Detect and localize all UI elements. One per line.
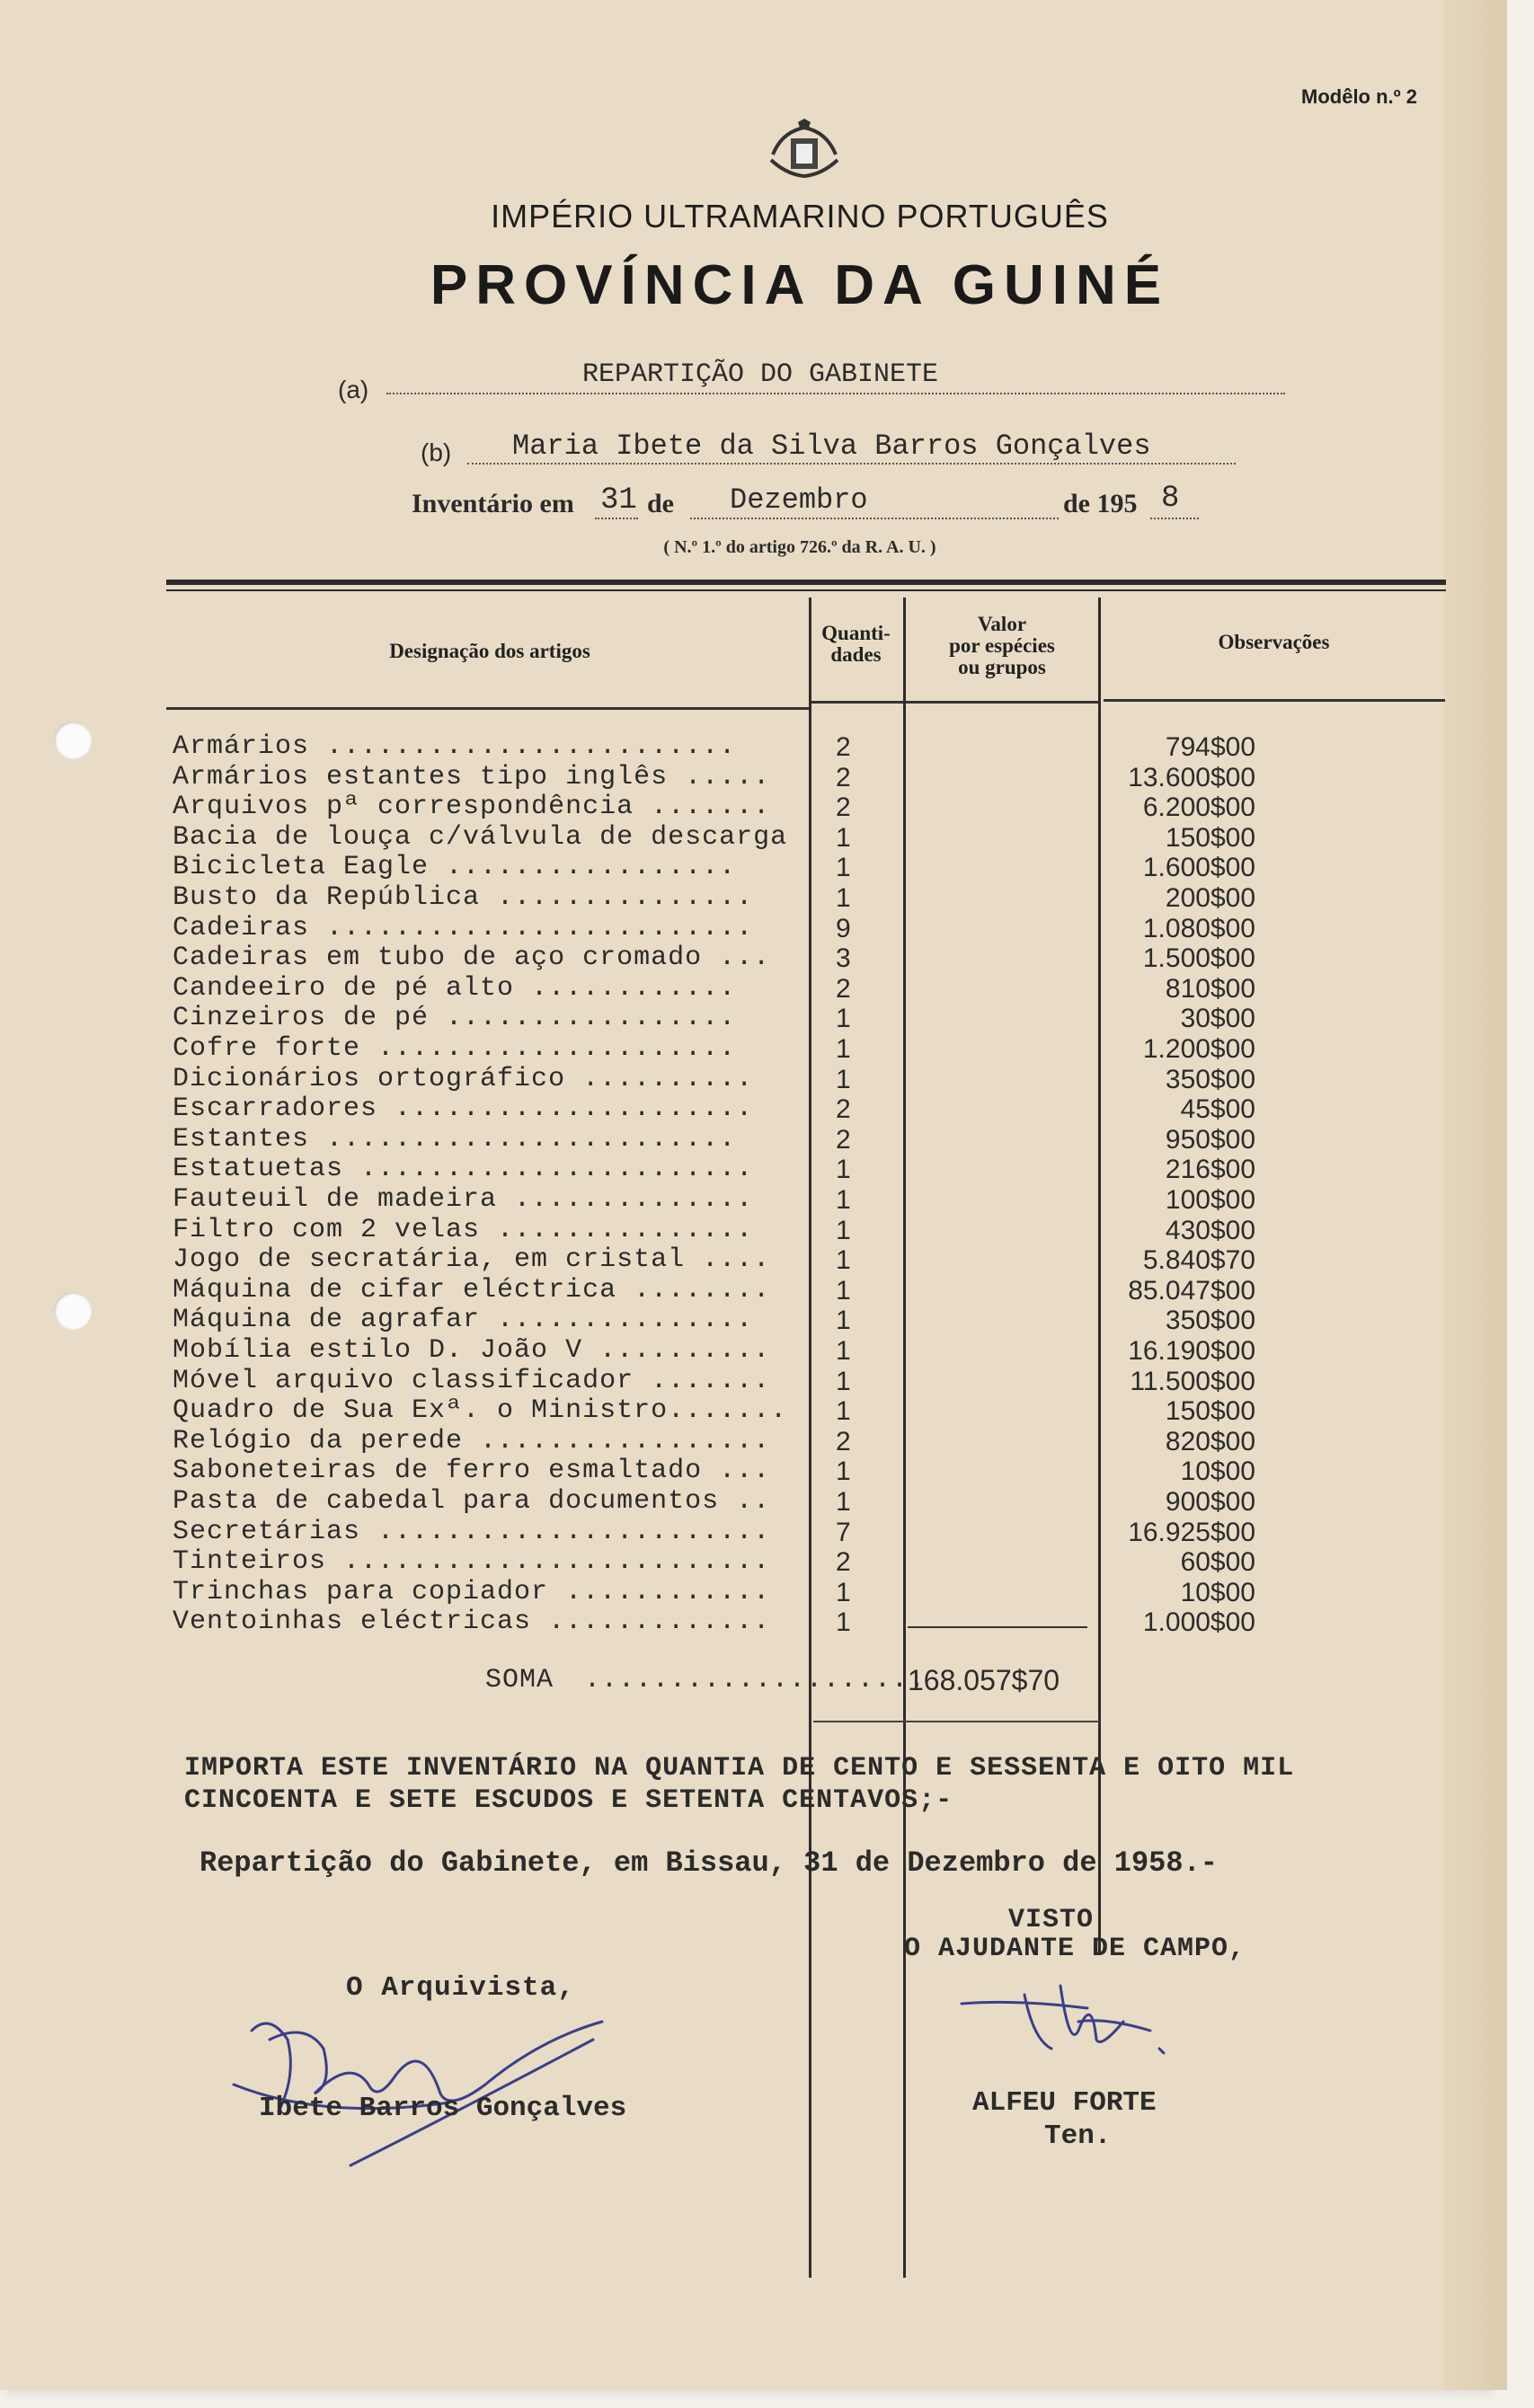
table-row <box>173 1456 1255 1487</box>
item-name: Escarradores ..................... <box>173 1094 754 1125</box>
item-value: 200$00 <box>1165 883 1255 913</box>
item-quantity: 1 <box>836 1456 851 1487</box>
table-row <box>173 792 1255 823</box>
table-row <box>173 1185 1255 1216</box>
item-name: Secretárias ....................... <box>173 1517 771 1547</box>
column-header-value <box>903 614 1101 678</box>
table-row <box>173 913 1255 944</box>
table-row <box>173 1336 1255 1367</box>
field-a-label: (a) <box>338 376 369 403</box>
item-name: Bicicleta Eagle ................. <box>173 853 737 883</box>
item-quantity: 1 <box>836 1396 851 1427</box>
amount-in-words-line1: IMPORTA ESTE INVENTÁRIO NA QUANTIA DE CENTO E SESSENTA E OITO MIL <box>184 1753 1295 1784</box>
inventory-label: Inventário em <box>412 489 574 518</box>
item-name: Cofre forte ..................... <box>173 1034 737 1064</box>
archivist-name: Ibete Barros Gonçalves <box>259 2093 627 2124</box>
item-name: Relógio da perede ................. <box>173 1426 771 1456</box>
table-row <box>173 883 1255 914</box>
item-name: Candeeiro de pé alto ............ <box>173 973 737 1004</box>
item-quantity: 7 <box>836 1517 851 1547</box>
item-name: Dicionários ortográfico .......... <box>173 1064 754 1094</box>
item-value: 30$00 <box>1180 1004 1255 1034</box>
punch-hole <box>54 722 92 759</box>
item-quantity: 2 <box>836 973 851 1004</box>
item-name: Máquina de cifar eléctrica ........ <box>173 1275 771 1306</box>
item-quantity: 2 <box>836 792 851 823</box>
table-row <box>173 1487 1255 1518</box>
item-name: Cinzeiros de pé ................. <box>173 1004 737 1034</box>
table-row <box>173 762 1255 793</box>
table-row <box>173 732 1255 763</box>
table-row <box>173 853 1255 883</box>
aide-name: ALFEU FORTE <box>972 2087 1157 2119</box>
column-header-designation: Designação dos artigos <box>389 640 590 662</box>
column-header-rule <box>166 707 811 710</box>
item-name: Estantes ........................ <box>173 1124 737 1155</box>
item-name: Busto da República ............... <box>173 883 754 913</box>
amount-in-words-line2: CINCOENTA E SETE ESCUDOS E SETENTA CENTAVOS;- <box>184 1785 953 1816</box>
item-name: Quadro de Sua Exª. o Ministro....... <box>173 1396 788 1427</box>
item-value: 900$00 <box>1165 1487 1255 1517</box>
table-row <box>173 1275 1255 1306</box>
table-row <box>173 943 1255 974</box>
item-quantity: 2 <box>836 1094 851 1125</box>
item-quantity: 2 <box>836 1547 851 1578</box>
item-value: 100$00 <box>1165 1185 1255 1215</box>
item-value: 10$00 <box>1180 1456 1255 1487</box>
inventory-de: de <box>647 489 674 518</box>
dotted-line <box>690 518 1059 519</box>
item-name: Cadeiras em tubo de aço cromado ... <box>173 943 771 974</box>
item-value: 1.500$00 <box>1142 943 1255 974</box>
inventory-year-digit: 8 <box>1161 482 1180 516</box>
item-quantity: 1 <box>836 1185 851 1215</box>
table-row <box>173 1306 1255 1336</box>
item-name: Bacia de louça c/válvula de descarga <box>173 822 788 853</box>
table-row <box>173 1034 1255 1065</box>
item-name: Trinchas para copiador ............ <box>173 1577 771 1607</box>
item-quantity: 2 <box>836 1124 851 1155</box>
item-quantity: 1 <box>836 1577 851 1607</box>
item-name: Arquivos pª correspondência ....... <box>173 792 771 823</box>
table-row <box>173 1004 1255 1034</box>
table-row <box>173 973 1255 1005</box>
item-name: Filtro com 2 velas ............... <box>173 1215 754 1245</box>
empire-title: IMPÉRIO ULTRAMARINO PORTUGUÊS <box>491 198 1109 235</box>
item-quantity: 2 <box>836 732 851 762</box>
item-name: Pasta de cabedal para documentos .. <box>173 1487 771 1517</box>
table-row <box>173 1155 1255 1185</box>
punch-hole <box>54 1292 92 1330</box>
item-value: 1.600$00 <box>1142 853 1255 883</box>
item-name: Estatuetas ....................... <box>173 1155 754 1185</box>
table-row <box>173 1547 1255 1578</box>
inventory-day: 31 <box>600 483 637 518</box>
item-value: 950$00 <box>1165 1124 1255 1155</box>
field-b-label: (b) <box>421 438 452 466</box>
header-rule <box>166 589 1446 591</box>
table-row <box>173 1396 1255 1427</box>
column-header-rule <box>1104 699 1445 702</box>
item-quantity: 1 <box>836 1366 851 1396</box>
item-value: 810$00 <box>1165 973 1255 1004</box>
item-quantity: 1 <box>836 1487 851 1517</box>
item-quantity: 1 <box>836 1607 851 1638</box>
aide-label: O AJUDANTE DE CAMPO, <box>904 1934 1246 1964</box>
aide-signature <box>944 1959 1177 2085</box>
item-value: 6.200$00 <box>1142 792 1255 823</box>
coat-of-arms-icon <box>764 119 845 183</box>
item-quantity: 2 <box>836 1426 851 1456</box>
column-header-quantity-line2: dades <box>830 643 882 666</box>
item-value: 350$00 <box>1165 1306 1255 1336</box>
item-value: 350$00 <box>1165 1064 1255 1094</box>
item-quantity: 1 <box>836 1064 851 1094</box>
column-header-value-line1: Valor <box>977 613 1027 635</box>
table-row <box>173 1064 1255 1095</box>
item-name: Cadeiras ......................... <box>173 913 754 943</box>
dotted-line <box>1150 518 1199 519</box>
table-row <box>173 1607 1255 1638</box>
aide-rank: Ten. <box>1044 2120 1112 2152</box>
item-name: Móvel arquivo classificador ....... <box>173 1366 771 1396</box>
item-value: 16.925$00 <box>1128 1517 1255 1547</box>
item-name: Máquina de agrafar ............... <box>173 1306 754 1336</box>
item-name: Mobília estilo D. João V .......... <box>173 1336 771 1366</box>
item-value: 60$00 <box>1180 1547 1255 1578</box>
item-value: 11.500$00 <box>1130 1366 1255 1396</box>
item-name: Armários estantes tipo inglês ..... <box>173 762 771 792</box>
table-row <box>173 822 1255 854</box>
item-quantity: 1 <box>836 1034 851 1064</box>
soma-rule <box>813 1721 1099 1722</box>
item-quantity: 1 <box>836 822 851 853</box>
column-header-quantity-line1: Quanti- <box>821 622 891 644</box>
table-row <box>173 1215 1255 1246</box>
field-a-value: REPARTIÇÃO DO GABINETE <box>582 359 939 390</box>
item-name: Fauteuil de madeira .............. <box>173 1185 754 1215</box>
item-name: Tinteiros ......................... <box>173 1547 771 1578</box>
amount-in-words <box>184 1752 1442 1817</box>
item-value: 1.000$00 <box>1142 1607 1255 1638</box>
table-row <box>173 1094 1255 1125</box>
column-header-value-line3: ou grupos <box>958 656 1046 678</box>
place-date: Repartição do Gabinete, em Bissau, 31 de Dezembro de 1958.- <box>200 1846 1218 1880</box>
item-value: 85.047$00 <box>1128 1275 1255 1306</box>
visto-label: VISTO <box>1008 1905 1095 1935</box>
item-quantity: 1 <box>836 1336 851 1366</box>
item-value: 5.840$70 <box>1142 1245 1255 1276</box>
province-title: PROVÍNCIA DA GUINÉ <box>430 254 1170 316</box>
column-header-rule <box>811 701 1101 704</box>
item-value: 216$00 <box>1165 1155 1255 1185</box>
item-quantity: 1 <box>836 853 851 883</box>
inventory-month: Dezembro <box>730 483 868 517</box>
table-row <box>173 1517 1255 1548</box>
total-underline <box>908 1626 1087 1628</box>
soma-label: SOMA <box>485 1665 554 1695</box>
item-quantity: 9 <box>836 913 851 943</box>
item-value: 820$00 <box>1165 1426 1255 1456</box>
table-row <box>173 1124 1255 1155</box>
item-value: 1.200$00 <box>1142 1034 1255 1064</box>
item-value: 430$00 <box>1165 1215 1255 1245</box>
item-quantity: 1 <box>836 1215 851 1245</box>
item-quantity: 1 <box>836 1245 851 1276</box>
table-row <box>173 1366 1255 1397</box>
item-quantity: 1 <box>836 1155 851 1185</box>
item-value: 150$00 <box>1165 822 1255 853</box>
item-quantity: 1 <box>836 1306 851 1336</box>
article-reference: ( N.º 1.º do artigo 726.º da R. A. U. ) <box>663 537 936 557</box>
item-quantity: 1 <box>836 883 851 913</box>
item-value: 45$00 <box>1180 1094 1255 1125</box>
paper-edge <box>1444 0 1507 2390</box>
item-value: 13.600$00 <box>1128 762 1255 792</box>
archivist-label: O Arquivista, <box>346 1972 575 2004</box>
item-value: 16.190$00 <box>1128 1336 1255 1366</box>
archivist-signature <box>216 1986 629 2183</box>
column-header-value-line2: por espécies <box>949 634 1055 657</box>
table-row <box>173 1577 1255 1608</box>
item-quantity: 1 <box>836 1275 851 1306</box>
model-number: Modêlo n.º 2 <box>1301 85 1418 108</box>
soma-dots: .................... <box>584 1665 927 1695</box>
header-rule <box>166 580 1446 585</box>
item-value: 1.080$00 <box>1142 913 1255 943</box>
item-value: 150$00 <box>1165 1396 1255 1427</box>
column-header-quantity <box>809 623 903 666</box>
item-quantity: 2 <box>836 762 851 792</box>
item-quantity: 1 <box>836 1004 851 1034</box>
dotted-line <box>595 518 638 519</box>
table-row <box>173 1245 1255 1276</box>
item-name: Jogo de secratária, em cristal .... <box>173 1245 771 1276</box>
field-b-value: Maria Ibete da Silva Barros Gonçalves <box>512 429 1151 463</box>
table-row <box>173 1426 1255 1457</box>
soma-value: 168.057$70 <box>908 1664 1060 1696</box>
item-name: Ventoinhas eléctricas ............. <box>173 1607 771 1638</box>
item-value: 794$00 <box>1165 732 1255 762</box>
item-quantity: 3 <box>836 943 851 974</box>
column-header-observations: Observações <box>1218 631 1330 653</box>
inventory-year-prefix: de 195 <box>1063 489 1138 518</box>
item-name: Armários ........................ <box>173 732 737 762</box>
item-value: 10$00 <box>1180 1577 1255 1607</box>
item-name: Saboneteiras de ferro esmaltado ... <box>173 1456 771 1487</box>
